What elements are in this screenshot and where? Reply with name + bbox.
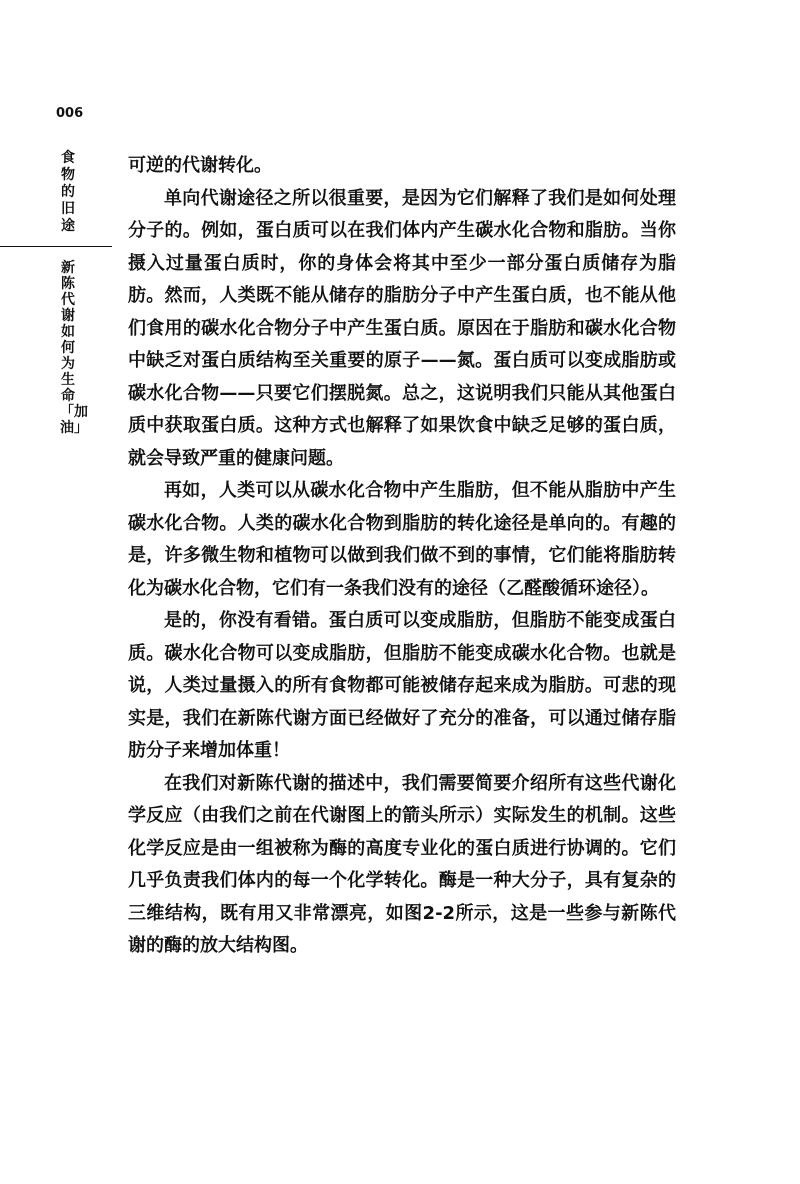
paragraph: 单向代谢途径之所以很重要，是因为它们解释了我们是如何处理分子的。例如，蛋白质可以在我们体内产生碳水化合物和脂肪。当你摄入过量蛋白质时，你的身体会将其中至少一部分蛋白质储存为脂肪。然而，人类既不能从储存的脂肪分子中产生蛋白质，也不能从他们食用的碳水化合物分子中产生蛋白质。原因在于脂肪和碳水化合物中缺乏对蛋白质结构至关重要的原子——氮。蛋白质可以变成脂肪或碳水化合物——只要它们摆脱氮。总之，这说明我们只能从其他蛋白质中获取蛋白质。这种方式也解释了如果饮食中缺乏足够的蛋白质，就会导致严重的健康问题。 bbox=[128, 187, 676, 469]
paragraph: 再如，人类可以从碳水化合物中产生脂肪，但不能从脂肪中产生碳水化合物。人类的碳水化合物到脂肪的转化途径是单向的。有趣的是，许多微生物和植物可以做到我们做不到的事情，它们能将脂肪转化为碳水化合物，它们有一条我们没有的途径（乙醛酸循环途径）。 bbox=[128, 480, 676, 599]
paragraph-continued: 可逆的代谢转化。 bbox=[128, 155, 272, 176]
paragraph: 是的，你没有看错。蛋白质可以变成脂肪，但脂肪不能变成蛋白质。碳水化合物可以变成脂肪，但脂肪不能变成碳水化合物。也就是说，人类过量摄入的所有食物都可能被储存起来成为脂肪。可悲的现实是，我们在新陈代谢方面已经做好了充分的准备，可以通过储存脂肪分子来增加体重！ bbox=[128, 610, 676, 761]
paragraph: 在我们对新陈代谢的描述中，我们需要简要介绍所有这些代谢化学反应（由我们之前在代谢图上的箭头所示）实际发生的机制。这些化学反应是由一组被称为酶的高度专业化的蛋白质进行协调的。它们几乎负责我们体内的每一个化学转化。酶是一种大分子，具有复杂的三维结构，既有用又非常漂亮，如图2-2所示，这是一些参与新陈代谢的酶的放大结构图。 bbox=[128, 772, 676, 956]
body-text bbox=[128, 150, 676, 963]
book-title: 食物的旧途 bbox=[61, 150, 75, 234]
page-number: 006 bbox=[56, 106, 84, 121]
book-subtitle: 新陈代谢如何为生命「加油」 bbox=[60, 260, 88, 436]
running-head-divider bbox=[0, 246, 112, 247]
